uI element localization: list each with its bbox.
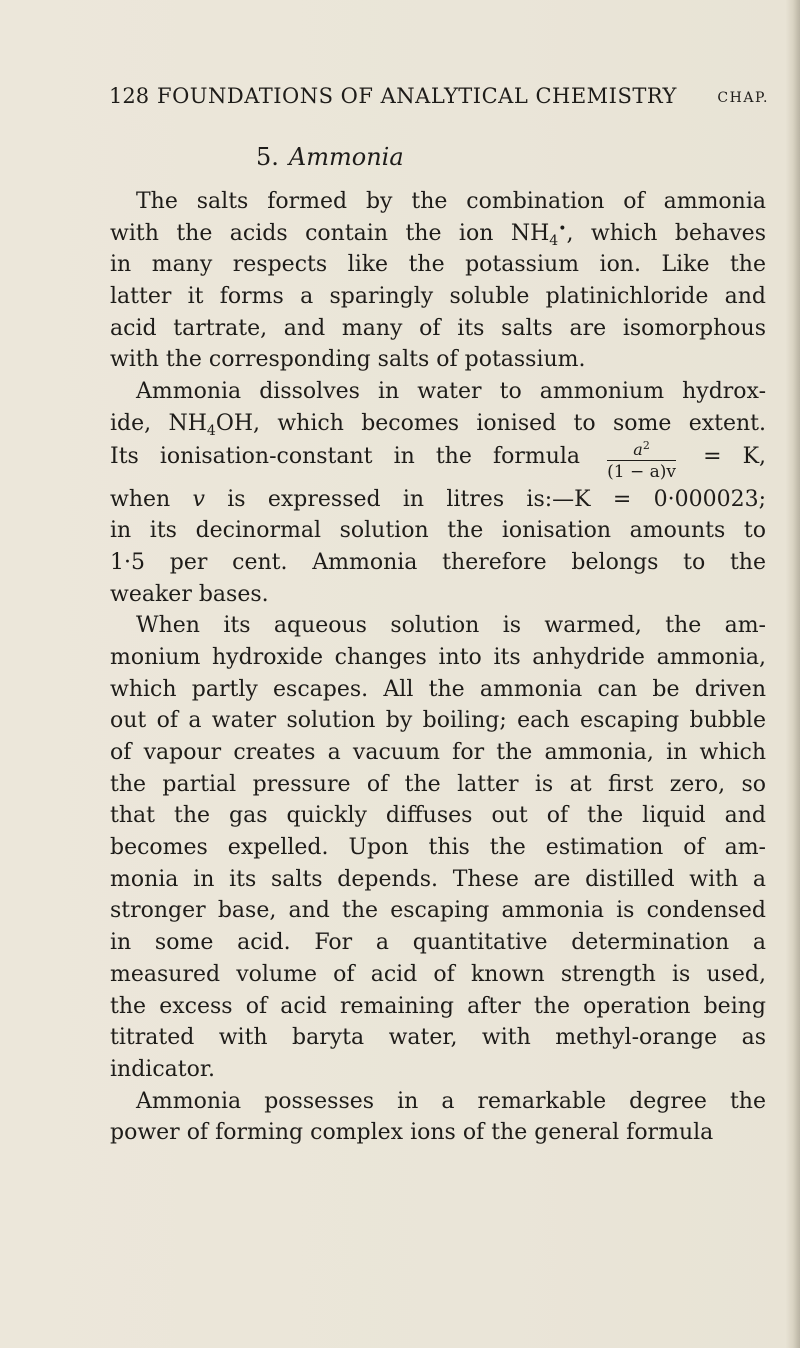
text-line: ide, $NH_4OH$, which becomes ionised to some extent. <box>110 410 766 439</box>
text-line: the excess of acid remaining after the operation being <box>110 993 766 1019</box>
section-heading <box>256 140 404 174</box>
text-line: when v is expressed in litres is:—K = 0·000023; <box>110 486 766 512</box>
text-line: which partly escapes. All the ammonia can be driven <box>110 676 766 702</box>
text-line: with the corresponding salts of potassium. <box>110 347 586 373</box>
formula-line: Its ionisation-constant in the formula $\frac{a^2}{(1 - a)v}$ = K, <box>110 438 766 482</box>
text-line: When its aqueous solution is warmed, the am- <box>136 613 766 639</box>
text-line: in its decinormal solution the ionisation amounts to <box>110 518 766 544</box>
section-number: 5. <box>256 143 279 171</box>
text-line: The salts formed by the combination of ammonia <box>136 189 766 214</box>
page-binding-edge <box>786 0 800 1348</box>
page-number: 128 <box>109 84 150 108</box>
text-line: Ammonia dissolves in water to ammonium hydrox- <box>136 379 766 405</box>
text-line: with the acids contain the ion $NH_4^•$, which behaves <box>110 220 766 249</box>
text-line: becomes expelled. Upon this the estimation of am- <box>110 835 766 861</box>
text-line: that the gas quickly diffuses out of the liquid and <box>110 803 766 829</box>
text-line: 1·5 per cent. Ammonia therefore belongs to the <box>110 549 766 575</box>
text-line: monia in its salts depends. These are distilled with a <box>110 866 766 892</box>
text-line: in many respects like the potassium ion. Like the <box>110 252 766 278</box>
text-line: power of forming complex ions of the general formula <box>110 1120 714 1146</box>
running-title: FOUNDATIONS OF ANALYTICAL CHEMISTRY <box>157 84 677 108</box>
text-line: the partial pressure of the latter is at first zero, so <box>110 771 766 797</box>
text-line: measured volume of acid of known strength is used, <box>110 961 766 987</box>
text-line: Ammonia possesses in a remarkable degree the <box>136 1088 766 1114</box>
text-line: of vapour creates a vacuum for the ammonia, in which <box>110 740 766 765</box>
body-text <box>110 186 766 1149</box>
text-line: titrated with baryta water, with methyl-orange as <box>110 1025 766 1051</box>
text-line: indicator. <box>110 1056 215 1082</box>
text-line: acid tartrate, and many of its salts are isomorphous <box>110 315 766 341</box>
text-line: latter it forms a sparingly soluble platinichloride and <box>110 284 766 310</box>
text-line: monium hydroxide changes into its anhydride ammonia, <box>110 644 766 670</box>
ionisation-formula: $\frac{a^2}{(1 - a)v}$ <box>607 438 676 482</box>
text-line: in some acid. For a quantitative determination a <box>110 930 766 956</box>
running-header <box>109 79 769 113</box>
section-title: Ammonia <box>288 143 404 171</box>
text-line: weaker bases. <box>110 581 269 607</box>
text-line: out of a water solution by boiling; each escaping bubble <box>110 708 766 734</box>
text-line: stronger base, and the escaping ammonia is condensed <box>110 898 766 924</box>
chapter-label: CHAP. <box>717 90 769 106</box>
